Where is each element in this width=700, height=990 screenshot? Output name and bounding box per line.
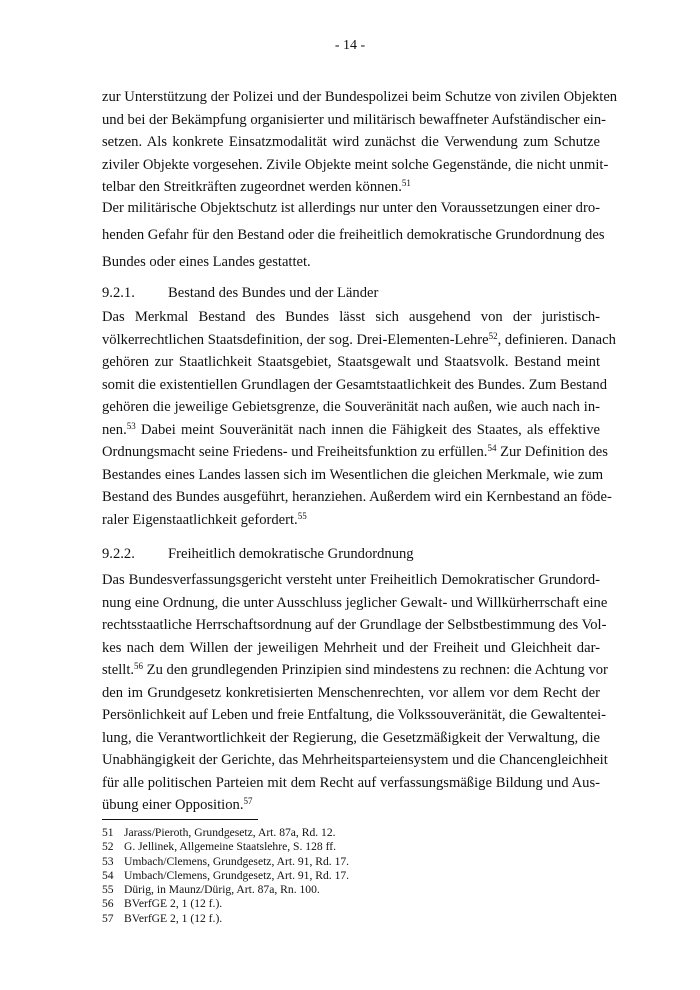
footnote-ref-55[interactable]: 55 bbox=[297, 510, 307, 521]
text-line: ziviler Objekte vorgesehen. Zivile Objekte meint solche Gegenstände, die nicht unmit- bbox=[102, 156, 609, 173]
section-number: 9.2.2. bbox=[102, 546, 135, 562]
footnote-56 bbox=[102, 897, 349, 911]
text-line: Bestandes eines Landes lassen sich im Wesentlichen die gleichen Merkmale, wie zum bbox=[102, 466, 604, 483]
text-fragment: völkerrechtlichen Staatsdefinition, der sog. Drei-Elementen-Lehre bbox=[102, 331, 489, 348]
text-line: nung eine Ordnung, die unter Ausschluss jeglicher Gewalt- und Willkürherrschaft eine bbox=[102, 594, 608, 611]
text-line: und bei der Bekämpfung organisierter und militärisch bewaffneter Aufständischer ein- bbox=[102, 111, 607, 128]
section-9-2-2-body bbox=[102, 569, 608, 817]
text-line: gehören die jeweilige Gebietsgrenze, die Souveränität nach außen, wie auch nach in- bbox=[102, 399, 600, 415]
text-fragment: nen. bbox=[102, 421, 127, 438]
text-fragment: stellt. bbox=[102, 662, 135, 678]
text-fragment: Dabei meint Souveränität nach innen die Fähigkeit des Staates, als effektive bbox=[135, 421, 600, 438]
footnote-ref-57[interactable]: 57 bbox=[243, 796, 253, 806]
text-line bbox=[102, 659, 608, 682]
section-title: Freiheitlich demokratische Grundordnung bbox=[168, 546, 414, 562]
footnote-ref-51[interactable]: 51 bbox=[401, 178, 411, 188]
section-heading bbox=[102, 282, 600, 304]
footnote-ref-53[interactable]: 53 bbox=[126, 420, 136, 431]
text-line: Bestand des Bundes ausgeführt, heranziehen. Außerdem wird ein Kernbestand an föde- bbox=[102, 489, 612, 505]
text-fragment: übung einer Opposition. bbox=[102, 797, 244, 813]
text-line: für alle politischen Parteien mit dem Recht auf verfassungsmäßige Bildung und Aus- bbox=[102, 774, 600, 791]
text-line: henden Gefahr für den Bestand oder die freiheitlich demokratische Grundordnung des bbox=[102, 227, 605, 243]
text-line: zur Unterstützung der Polizei und der Bundespolizei beim Schutze von zivilen Objekten bbox=[102, 89, 618, 105]
text-line: gehören zur Staatlichkeit Staatsgebiet, Staatsgewalt und Staatsvolk. Bestand meint bbox=[102, 354, 600, 370]
text-line: Der militärische Objektschutz ist allerdings nur unter den Voraussetzungen einer dro- bbox=[102, 200, 600, 216]
footnote-number: 52 bbox=[102, 840, 114, 854]
footnote-number: 55 bbox=[102, 883, 114, 897]
footnote-51 bbox=[102, 826, 349, 840]
text-line: den im Grundgesetz konkretisierten Menschenrechten, vor allem vor dem Recht der bbox=[102, 684, 600, 701]
footnote-number: 51 bbox=[102, 826, 114, 839]
footnotes bbox=[102, 826, 349, 926]
page-number: - 14 - bbox=[334, 38, 366, 53]
text-line: setzen. Als konkrete Einsatzmodalität wird zunächst die Verwendung zum Schutze bbox=[102, 134, 600, 150]
text-fragment: raler Eigenstaatlichkeit gefordert. bbox=[102, 511, 298, 528]
text-fragment: Zu den grundlegenden Prinzipien sind mindestens zu rechnen: die Achtung vor bbox=[143, 662, 608, 678]
footnote-number: 54 bbox=[102, 868, 114, 882]
section-9-2-1 bbox=[102, 282, 600, 304]
footnote-57 bbox=[102, 912, 349, 926]
text-line bbox=[102, 509, 600, 532]
section-heading bbox=[102, 543, 600, 565]
text-line: Persönlichkeit auf Leben und freie Entfaltung, die Volkssouveränität, die Gewaltentei- bbox=[102, 707, 607, 723]
footnote-text: Jarass/Pieroth, Grundgesetz, Art. 87a, Rd. 12. bbox=[124, 826, 336, 839]
footnote-text: G. Jellinek, Allgemeine Staatslehre, S. 128 ff. bbox=[124, 840, 336, 854]
footnote-53 bbox=[102, 855, 349, 869]
footnote-text: Dürig, in Maunz/Dürig, Art. 87a, Rn. 100. bbox=[124, 883, 320, 897]
text-line bbox=[102, 794, 600, 817]
footnote-55 bbox=[102, 883, 349, 897]
text-fragment: Ordnungsmacht seine Friedens- und Freiheitsfunktion zu erfüllen. bbox=[102, 444, 488, 460]
text-line bbox=[102, 419, 600, 442]
footnote-number: 53 bbox=[102, 854, 114, 868]
footnote-ref-54[interactable]: 54 bbox=[487, 443, 497, 453]
section-number: 9.2.1. bbox=[102, 285, 135, 301]
footnote-text: BVerfGE 2, 1 (12 f.). bbox=[124, 911, 223, 925]
paragraph-2 bbox=[102, 195, 605, 276]
section-9-2-2 bbox=[102, 543, 600, 565]
section-title: Bestand des Bundes und der Länder bbox=[168, 285, 379, 301]
footnote-54 bbox=[102, 869, 349, 883]
footnote-ref-56[interactable]: 56 bbox=[134, 661, 144, 671]
text-fragment: Zur Definition des bbox=[496, 444, 608, 460]
text-line: Unabhängigkeit der Gerichte, das Mehrheitsparteiensystem und die Chancengleichheit bbox=[102, 752, 608, 768]
footnote-text: BVerfGE 2, 1 (12 f.). bbox=[124, 897, 223, 911]
text-line: Das Merkmal Bestand des Bundes lässt sich ausgehend von der juristisch- bbox=[102, 309, 600, 325]
text-line: kes nach dem Willen der jeweiligen Mehrheit und der Freiheit und Gleichheit dar- bbox=[102, 639, 600, 656]
text-line: somit die existentiellen Grundlagen der Gesamtstaatlichkeit des Bundes. Zum Bestand bbox=[102, 376, 607, 393]
footnote-text: Umbach/Clemens, Grundgesetz, Art. 91, Rd. 17. bbox=[124, 868, 350, 882]
text-line: Bundes oder eines Landes gestattet. bbox=[102, 254, 311, 270]
text-line bbox=[102, 441, 608, 464]
text-line: Das Bundesverfassungsgericht versteht unter Freiheitlich Demokratischer Grundord- bbox=[102, 572, 600, 588]
text-line: lung, die Verantwortlichkeit der Regierung, die Gesetzmäßigkeit der Verwaltung, die bbox=[102, 729, 600, 746]
paragraph-1 bbox=[102, 86, 618, 199]
footnote-52 bbox=[102, 840, 349, 854]
text-fragment: telbar den Streitkräften zugeordnet werden können. bbox=[102, 179, 402, 195]
text-line: rechtsstaatliche Herrschaftsordnung auf der Grundlage der Selbstbestimmung des Vol- bbox=[102, 617, 607, 633]
section-9-2-1-body bbox=[102, 306, 616, 531]
footnote-number: 57 bbox=[102, 911, 114, 925]
text-fragment: , definieren. Danach bbox=[497, 331, 616, 348]
footnote-divider bbox=[102, 819, 258, 820]
text-line bbox=[102, 329, 616, 352]
footnote-text: Umbach/Clemens, Grundgesetz, Art. 91, Rd. 17. bbox=[124, 854, 350, 868]
footnote-number: 56 bbox=[102, 897, 114, 911]
footnote-ref-52[interactable]: 52 bbox=[488, 330, 498, 341]
